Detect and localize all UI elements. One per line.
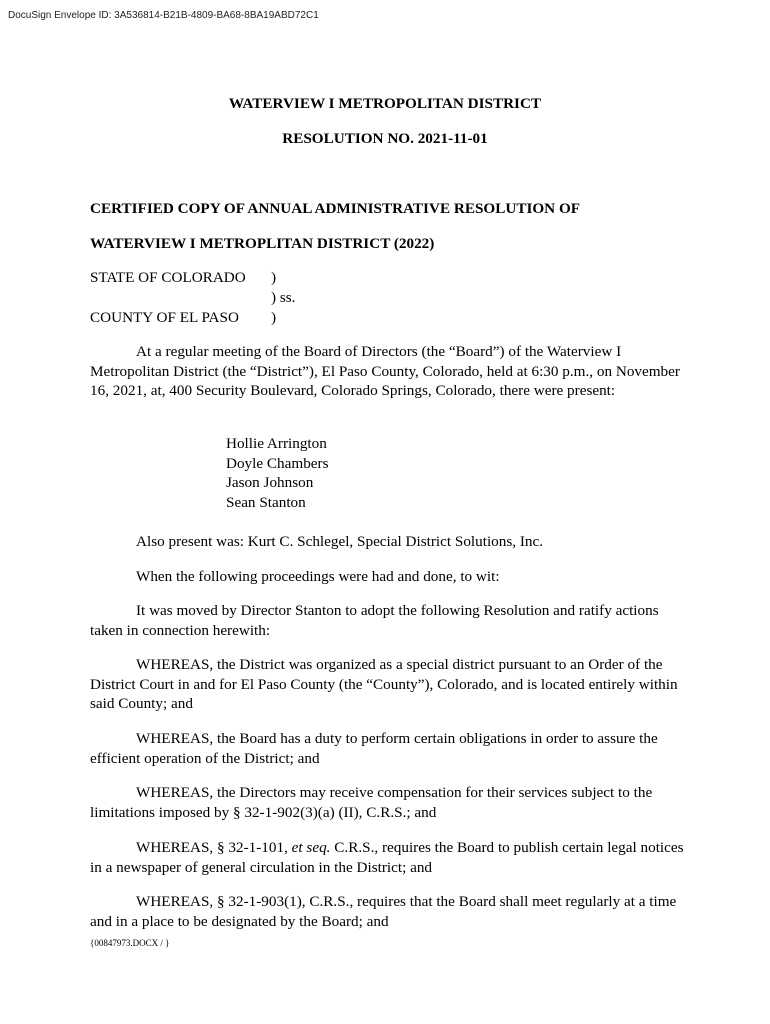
- whereas-paragraph-5: WHEREAS, § 32-1-903(1), C.R.S., requires that the Board shall meet regularly at a time and in a place to be designated by the Board; and: [90, 893, 677, 930]
- present-list: [226, 434, 329, 512]
- whereas-paragraph-3: WHEREAS, the Directors may receive compensation for their services subject to the limitations imposed by § 32-1-902(3)(a) (II), C.R.S.; and: [90, 784, 653, 821]
- also-present-paragraph: Also present was: Kurt C. Schlegel, Special District Solutions, Inc.: [136, 533, 544, 550]
- title-line-2: WATERVIEW I METROPLITAN DISTRICT (2022): [90, 235, 435, 252]
- resolution-number: RESOLUTION NO. 2021-11-01: [282, 130, 488, 147]
- whereas-paragraph-2: WHEREAS, the Board has a duty to perform certain obligations in order to assure the efficient operation of the District; and: [90, 730, 658, 767]
- present-name: Jason Johnson: [226, 474, 314, 492]
- venue-state: STATE OF COLORADO: [90, 269, 246, 286]
- venue-paren: ): [271, 309, 277, 326]
- whereas-paragraph-4: WHEREAS, § 32-1-101, et seq. C.R.S., requires the Board to publish certain legal notices in a newspaper of general circulation in the District; and: [90, 839, 684, 876]
- district-heading: WATERVIEW I METROPOLITAN DISTRICT: [228, 95, 542, 112]
- venue-paren: ): [271, 269, 277, 286]
- present-name: Sean Stanton: [226, 493, 306, 511]
- present-name: Hollie Arrington: [226, 435, 327, 452]
- present-name: Doyle Chambers: [226, 454, 329, 472]
- proceedings-paragraph: When the following proceedings were had and done, to wit:: [136, 568, 500, 585]
- envelope-id: DocuSign Envelope ID: 3A536814-B21B-4809-BA68-8BA19ABD72C1: [8, 10, 319, 21]
- venue-county: COUNTY OF EL PASO: [90, 309, 239, 326]
- meeting-paragraph: At a regular meeting of the Board of Directors (the “Board”) of the Waterview I Metropolitan District (the “District”), El Paso County, Colorado, held at 6:30 p.m., on November 16, 2021, at, 400 Security Boulevard, Colorado Springs, Colorado, there were present:: [90, 343, 680, 400]
- whereas-paragraph-1: WHEREAS, the District was organized as a special district pursuant to an Order of the District Court in and for El Paso County (the “County”), Colorado, and is located entirely within said County; and: [90, 656, 678, 713]
- document-footer: {00847973.DOCX / }: [90, 938, 170, 948]
- title-line-1: CERTIFIED COPY OF ANNUAL ADMINISTRATIVE RESOLUTION OF: [90, 200, 581, 217]
- venue-ss: ) ss.: [271, 289, 296, 306]
- moved-paragraph: It was moved by Director Stanton to adopt the following Resolution and ratify actions taken in connection herewith:: [90, 602, 659, 639]
